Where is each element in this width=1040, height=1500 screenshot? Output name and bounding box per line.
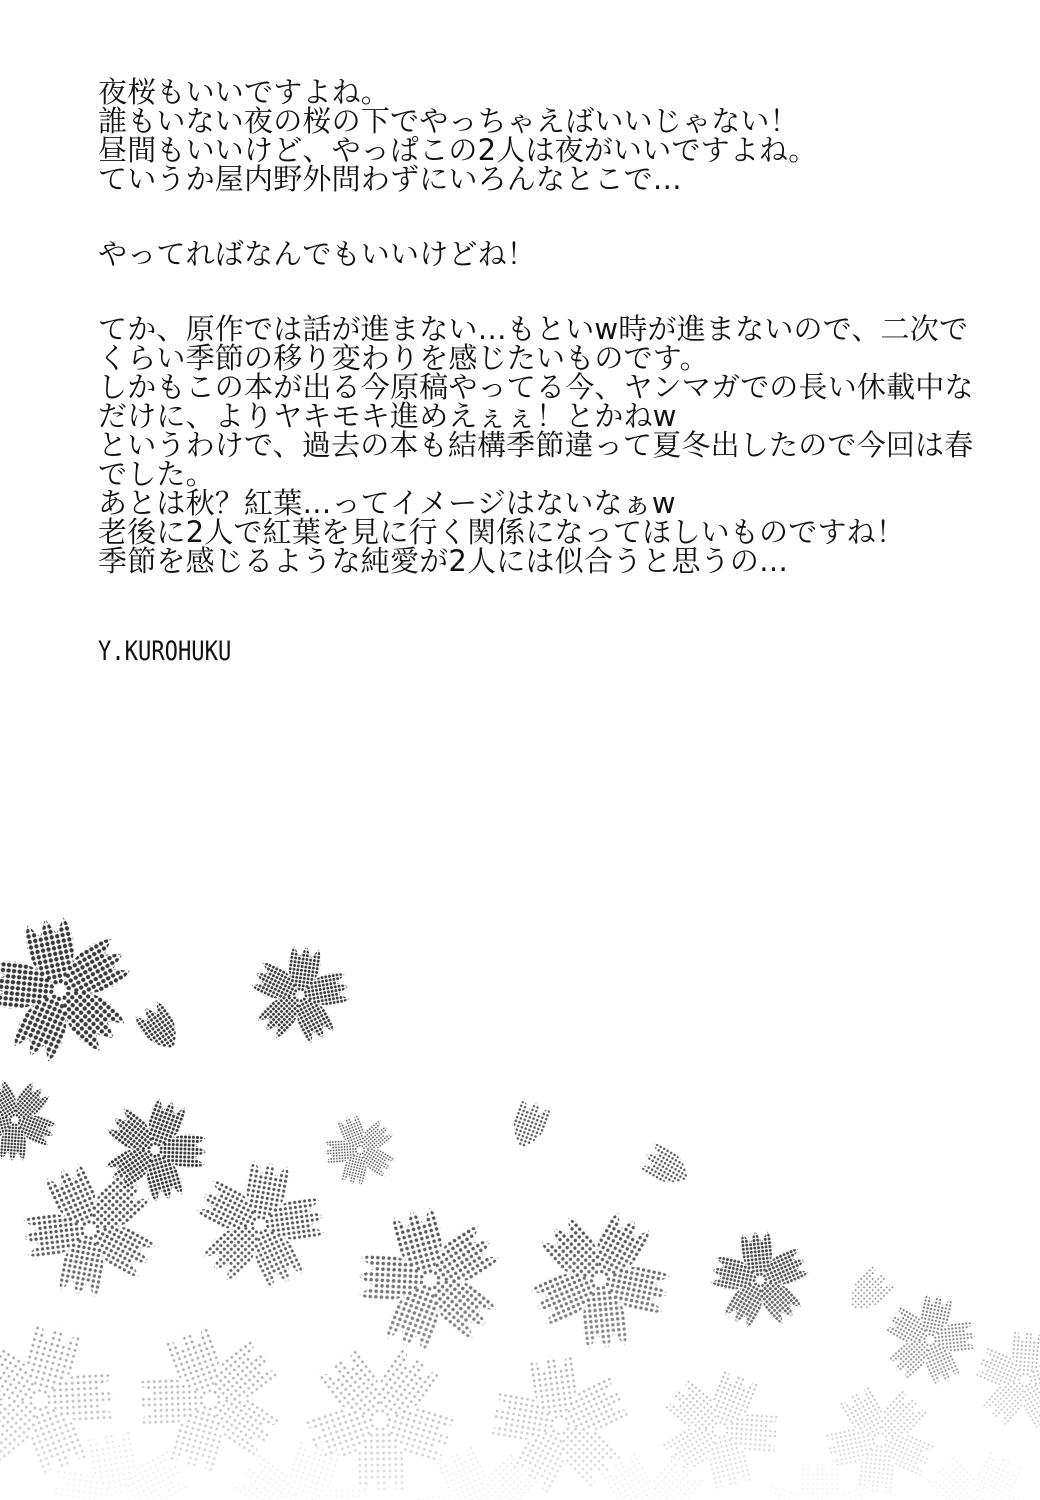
text-line: ていうか屋内野外問わずにいろんなとこで… [98, 162, 683, 196]
paragraph-2 [98, 237, 978, 271]
paragraph-gap [98, 269, 978, 315]
afterword-text [98, 75, 978, 578]
author-signature: Y.KUROHUKU [98, 636, 232, 667]
text-line: あとは秋？紅葉…ってイメージはないなぁw [98, 486, 676, 520]
text-line: くらい季節の移り変わりを感じたいものです。 [98, 341, 709, 375]
text-line: やってればなんでもいいけどね！ [98, 237, 537, 271]
text-line: だけに、よりヤキモキ進めえぇぇ！とかねw [98, 399, 677, 433]
text-line: 昼間もいいけど、やっぱこの2人は夜がいいですよね。 [98, 133, 818, 167]
text-line: 夜桜もいいですよね。 [98, 75, 391, 109]
text-line: 誰もいない夜の桜の下でやっちゃえばいいじゃない！ [98, 104, 799, 138]
text-line: 老後に2人で紅葉を見に行く関係になってほしいものですね！ [98, 515, 906, 549]
text-line: しかもこの本が出る今原稿やってる今、ヤンマガでの長い休載中な [98, 370, 974, 404]
sakura-blossom-border [0, 900, 1040, 1500]
paragraph-3 [98, 312, 978, 578]
text-line: てか、原作では話が進まない…もといw時が進まないので、二次で [98, 312, 969, 346]
text-line: というわけで、過去の本も結構季節違って夏冬出したので今回は春 [98, 428, 974, 462]
text-line: 季節を感じるような純愛が2人には似合うと思うの… [98, 544, 789, 578]
text-line: でした。 [98, 457, 215, 491]
paragraph-1 [98, 75, 978, 196]
paragraph-gap [98, 194, 978, 240]
